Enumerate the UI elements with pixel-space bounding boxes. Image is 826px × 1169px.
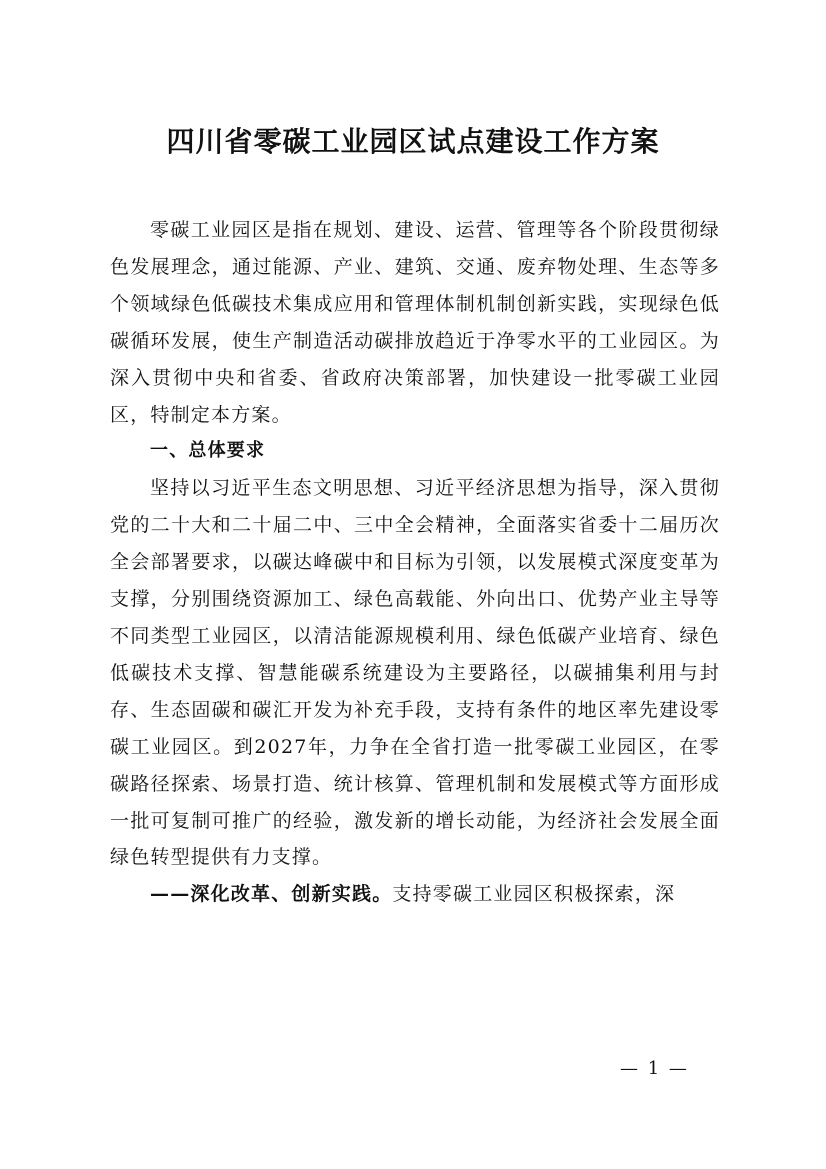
document-body [110, 212, 720, 913]
page-number: — 1 — [620, 1058, 689, 1079]
document-title: 四川省零碳工业园区试点建设工作方案 [166, 125, 660, 158]
intro-paragraph: 零碳工业园区是指在规划、建设、运营、管理等各个阶段贯彻绿色发展理念，通过能源、产业、建筑、交通、废弃物处理、生态等多个领域绿色低碳技术集成应用和管理体制机制创新实践，实现绿色低碳循环发展，使生产制造活动碳排放趋近于净零水平的工业园区。为深入贯彻中央和省委、省政府决策部署，加快建设一批零碳工业园区，特制定本方案。 [110, 219, 720, 426]
subsection-paragraph-reform-innovation [110, 876, 720, 913]
section-heading-overall-requirements: 一、总体要求 [150, 440, 266, 462]
subsection-text: 支持零碳工业园区积极探索，深 [392, 883, 676, 906]
subsection-lead: ——深化改革、创新实践。 [150, 883, 393, 906]
section-paragraph-overall-requirements: 坚持以习近平生态文明思想、习近平经济思想为指导，深入贯彻党的二十大和二十届二中、三中全会精神，全面落实省委十二届历次全会部署要求，以碳达峰碳中和目标为引领，以发展模式深度变革为支撑，分别围绕资源加工、绿色高载能、外向出口、优势产业主导等不同类型工业园区，以清洁能源规模利用、绿色低碳产业培育、绿色低碳技术支撑、智慧能碳系统建设为主要路径，以碳捕集利用与封存、生态固碳和碳汇开发为补充手段，支持有条件的地区率先建设零碳工业园区。到2027年，力争在全省打造一批零碳工业园区，在零碳路径探索、场景打造、统计核算、管理机制和发展模式等方面形成一批可复制可推广的经验，激发新的增长动能，为经济社会发展全面绿色转型提供有力支撑。 [110, 477, 720, 869]
